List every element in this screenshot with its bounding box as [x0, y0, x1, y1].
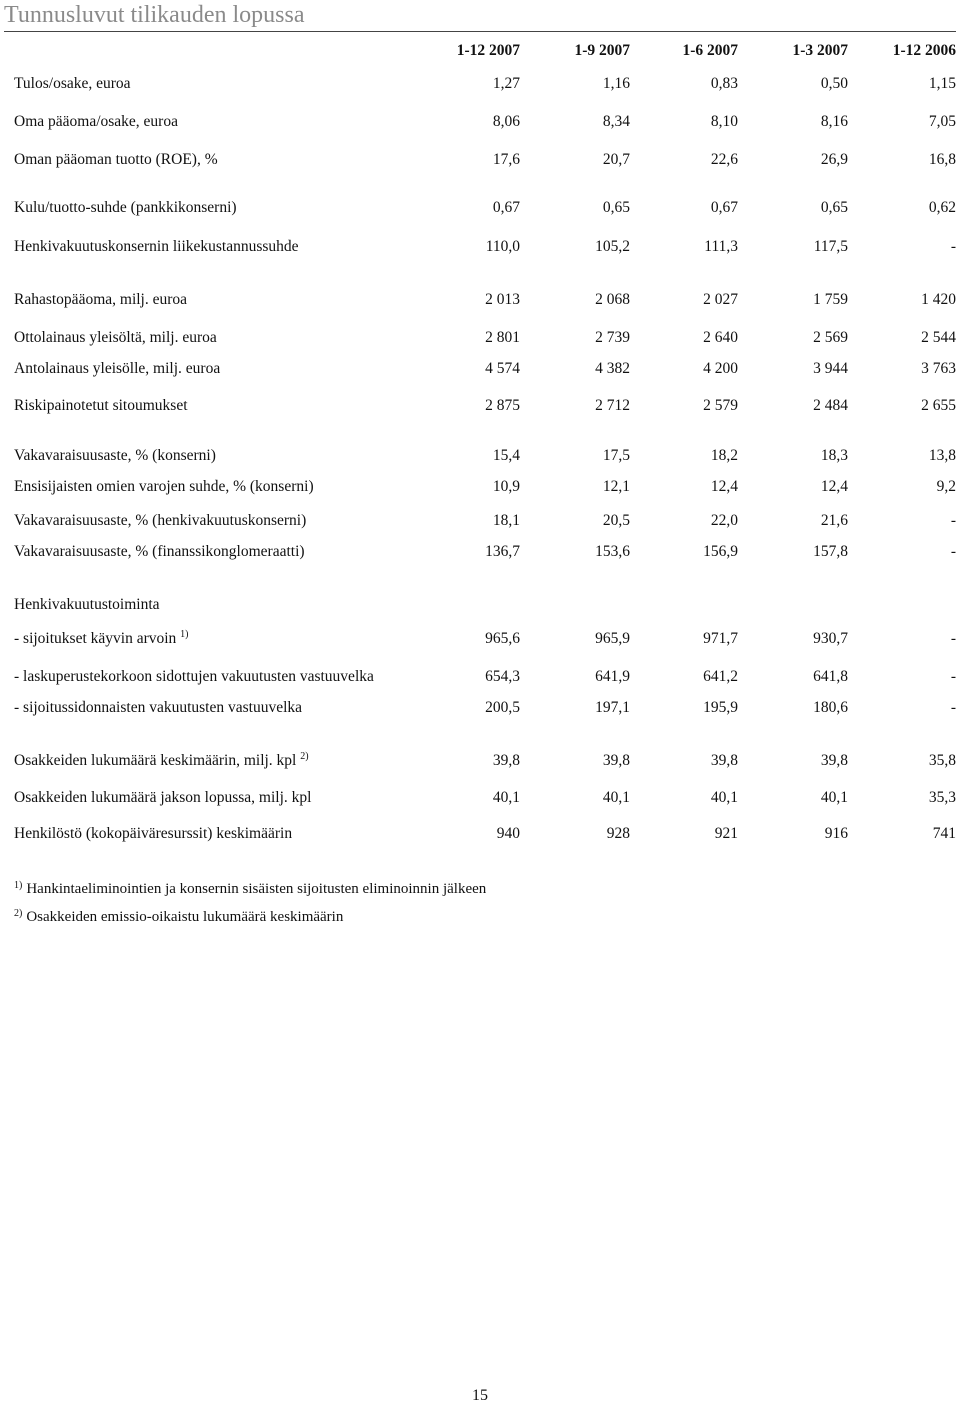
table-cell: 18,3 — [820, 447, 848, 464]
table-row — [0, 697, 960, 719]
table-cell: 7,05 — [928, 113, 956, 130]
table-row — [0, 666, 960, 688]
footnote-mark: 2) — [14, 908, 23, 919]
table-row — [0, 289, 960, 311]
table-cell: 39,8 — [710, 752, 738, 769]
table-row — [0, 787, 960, 809]
table-cell: - — [950, 668, 956, 685]
table-cell: 40,1 — [602, 789, 630, 806]
row-label-text: Henkilöstö (kokopäiväresurssit) keskimäärin — [14, 825, 293, 842]
row-label — [14, 823, 292, 845]
table-cell: 965,9 — [595, 630, 630, 647]
table-cell: 0,67 — [492, 199, 520, 216]
table-cell: - — [950, 238, 956, 255]
table-cell: 2 739 — [595, 329, 630, 346]
table-cell: 916 — [824, 825, 848, 842]
table-cell: 0,67 — [710, 199, 738, 216]
table-header — [0, 40, 960, 62]
row-label — [14, 395, 188, 417]
row-label-text: Oman pääoman tuotto (ROE), % — [14, 151, 218, 168]
table-cell: 18,2 — [710, 447, 738, 464]
table-cell: 197,1 — [595, 699, 630, 716]
row-label-text: Vakavaraisuusaste, % (henkivakuutuskonserni) — [14, 512, 307, 529]
table-row — [0, 445, 960, 467]
column-header: 1-12 2007 — [456, 42, 520, 59]
table-cell: 1,27 — [492, 75, 520, 92]
page-title: Tunnusluvut tilikauden lopussa — [4, 2, 305, 28]
row-label-text: - sijoitukset käyvin arvoin — [14, 630, 177, 647]
row-label — [14, 111, 178, 133]
table-cell: 10,9 — [492, 478, 520, 495]
table-cell: 4 382 — [595, 360, 630, 377]
table-row — [0, 327, 960, 349]
table-cell: 4 574 — [485, 360, 520, 377]
row-label-text: Antolainaus yleisölle, milj. euroa — [14, 360, 221, 377]
footnote-2 — [14, 904, 343, 927]
row-label — [14, 750, 309, 772]
table-cell: - — [950, 543, 956, 560]
table-cell: 40,1 — [492, 789, 520, 806]
table-cell: 21,6 — [820, 512, 848, 529]
table-cell: 0,83 — [710, 75, 738, 92]
table-cell: 8,34 — [602, 113, 630, 130]
table-cell: 965,6 — [485, 630, 520, 647]
table-cell: 200,5 — [485, 699, 520, 716]
table-cell: 4 200 — [703, 360, 738, 377]
table-cell: 110,0 — [485, 238, 520, 255]
title-divider — [4, 31, 956, 32]
table-cell: 180,6 — [813, 699, 848, 716]
table-cell: 1 759 — [813, 291, 848, 308]
table-cell: 940 — [496, 825, 520, 842]
table-cell: 2 068 — [595, 291, 630, 308]
table-cell: 40,1 — [710, 789, 738, 806]
table-cell: 39,8 — [820, 752, 848, 769]
footnote-reference: 1) — [180, 629, 189, 640]
row-label — [14, 787, 311, 809]
footnote-reference: 2) — [300, 751, 309, 762]
table-cell: 2 801 — [485, 329, 520, 346]
table-cell: 741 — [932, 825, 956, 842]
row-label-text: Tulos/osake, euroa — [14, 75, 131, 92]
table-cell: 111,3 — [704, 238, 738, 255]
table-cell: 0,62 — [928, 199, 956, 216]
table-row — [0, 510, 960, 532]
row-label-text: Ensisijaisten omien varojen suhde, % (konserni) — [14, 478, 314, 495]
table-cell: 157,8 — [813, 543, 848, 560]
table-cell: 1 420 — [921, 291, 956, 308]
row-label-text: Riskipainotetut sitoumukset — [14, 397, 188, 414]
row-label-text: - laskuperustekorkoon sidottujen vakuutusten vastuuvelka — [14, 668, 374, 685]
table-cell: 8,06 — [492, 113, 520, 130]
row-label-text: Henkivakuutuskonsernin liikekustannussuhde — [14, 238, 299, 255]
table-cell: 20,5 — [602, 512, 630, 529]
row-label — [14, 697, 302, 719]
row-label-text: Rahastopääoma, milj. euroa — [14, 291, 188, 308]
table-cell: 641,9 — [595, 668, 630, 685]
row-label-text: Henkivakuutustoiminta — [14, 596, 160, 613]
table-row — [0, 197, 960, 219]
table-cell: 921 — [714, 825, 738, 842]
table-cell: 654,3 — [485, 668, 520, 685]
footnote-text: Osakkeiden emissio-oikaistu lukumäärä keskimäärin — [26, 909, 344, 925]
table-cell: 16,8 — [928, 151, 956, 168]
table-cell: 136,7 — [485, 543, 520, 560]
table-row — [0, 111, 960, 133]
table-cell: 153,6 — [595, 543, 630, 560]
row-label-text: Ottolainaus yleisöltä, milj. euroa — [14, 329, 217, 346]
table-cell: 928 — [606, 825, 630, 842]
row-label — [14, 445, 216, 467]
row-label-text: Oma pääoma/osake, euroa — [14, 113, 178, 130]
table-cell: 8,16 — [820, 113, 848, 130]
table-cell: 18,1 — [492, 512, 520, 529]
table-cell: 22,0 — [710, 512, 738, 529]
column-header: 1-3 2007 — [792, 42, 848, 59]
table-cell: 641,2 — [703, 668, 738, 685]
table-row — [0, 236, 960, 258]
row-label — [14, 289, 187, 311]
row-label — [14, 236, 299, 258]
table-cell: 2 655 — [921, 397, 956, 414]
table-cell: 15,4 — [492, 447, 520, 464]
table-cell: 17,5 — [602, 447, 630, 464]
table-cell: 156,9 — [703, 543, 738, 560]
table-cell: - — [950, 699, 956, 716]
table-cell: 1,15 — [928, 75, 956, 92]
row-label-text: - sijoitussidonnaisten vakuutusten vastuuvelka — [14, 699, 303, 716]
table-cell: 17,6 — [492, 151, 520, 168]
table-cell: 26,9 — [820, 151, 848, 168]
footnote-mark: 1) — [14, 880, 23, 891]
row-label-text: Vakavaraisuusaste, % (konserni) — [14, 447, 216, 464]
row-label — [14, 149, 218, 171]
column-header: 1-6 2007 — [682, 42, 738, 59]
table-cell: 117,5 — [813, 238, 848, 255]
table-cell: 39,8 — [602, 752, 630, 769]
table-cell: 20,7 — [602, 151, 630, 168]
table-row — [0, 541, 960, 563]
footnote-text: Hankintaeliminointien ja konsernin sisäisten sijoitusten eliminoinnin jälkeen — [26, 881, 487, 897]
column-header: 1-12 2006 — [892, 42, 956, 59]
table-cell: 13,8 — [928, 447, 956, 464]
table-row — [0, 628, 960, 650]
table-row — [0, 73, 960, 95]
row-label — [14, 476, 314, 498]
table-cell: 2 712 — [595, 397, 630, 414]
table-cell: 1,16 — [602, 75, 630, 92]
table-cell: 2 569 — [813, 329, 848, 346]
table-cell: 971,7 — [703, 630, 738, 647]
table-cell: 930,7 — [813, 630, 848, 647]
table-cell: 0,65 — [602, 199, 630, 216]
table-cell: 0,65 — [820, 199, 848, 216]
table-cell: 3 763 — [921, 360, 956, 377]
table-cell: 2 027 — [703, 291, 738, 308]
table-cell: 9,2 — [936, 478, 956, 495]
row-label — [14, 628, 189, 650]
table-cell: 3 944 — [813, 360, 848, 377]
table-cell: 35,8 — [928, 752, 956, 769]
table-row — [0, 395, 960, 417]
table-cell: 641,8 — [813, 668, 848, 685]
column-header: 1-9 2007 — [574, 42, 630, 59]
row-label — [14, 594, 160, 616]
row-label — [14, 510, 306, 532]
table-cell: 2 875 — [485, 397, 520, 414]
row-label — [14, 358, 220, 380]
table-cell: 8,10 — [710, 113, 738, 130]
table-row — [0, 358, 960, 380]
table-cell: 2 484 — [813, 397, 848, 414]
table-cell: - — [950, 512, 956, 529]
table-cell: 39,8 — [492, 752, 520, 769]
table-cell: 12,1 — [602, 478, 630, 495]
row-label-text: Kulu/tuotto-suhde (pankkikonserni) — [14, 199, 237, 216]
footnote-1 — [14, 876, 486, 899]
row-label — [14, 666, 374, 688]
table-cell: 12,4 — [820, 478, 848, 495]
table-cell: 105,2 — [595, 238, 630, 255]
table-row — [0, 750, 960, 772]
table-cell: 2 013 — [485, 291, 520, 308]
row-label-text: Vakavaraisuusaste, % (finanssikonglomeraatti) — [14, 543, 305, 560]
row-label — [14, 73, 131, 95]
table-cell: 35,3 — [928, 789, 956, 806]
table-row — [0, 823, 960, 845]
table-row — [0, 476, 960, 498]
table-cell: 40,1 — [820, 789, 848, 806]
row-label-text: Osakkeiden lukumäärä keskimäärin, milj. kpl — [14, 752, 297, 769]
row-label — [14, 197, 237, 219]
row-label-text: Osakkeiden lukumäärä jakson lopussa, milj. kpl — [14, 789, 312, 806]
row-label — [14, 327, 217, 349]
table-cell: 2 640 — [703, 329, 738, 346]
table-row — [0, 149, 960, 171]
table-cell: 2 579 — [703, 397, 738, 414]
table-cell: 195,9 — [703, 699, 738, 716]
row-label — [14, 541, 305, 563]
table-cell: 2 544 — [921, 329, 956, 346]
table-cell: 12,4 — [710, 478, 738, 495]
table-row — [0, 594, 960, 616]
page-number: 15 — [472, 1387, 488, 1404]
table-cell: - — [950, 630, 956, 647]
table-cell: 22,6 — [710, 151, 738, 168]
table-cell: 0,50 — [820, 75, 848, 92]
